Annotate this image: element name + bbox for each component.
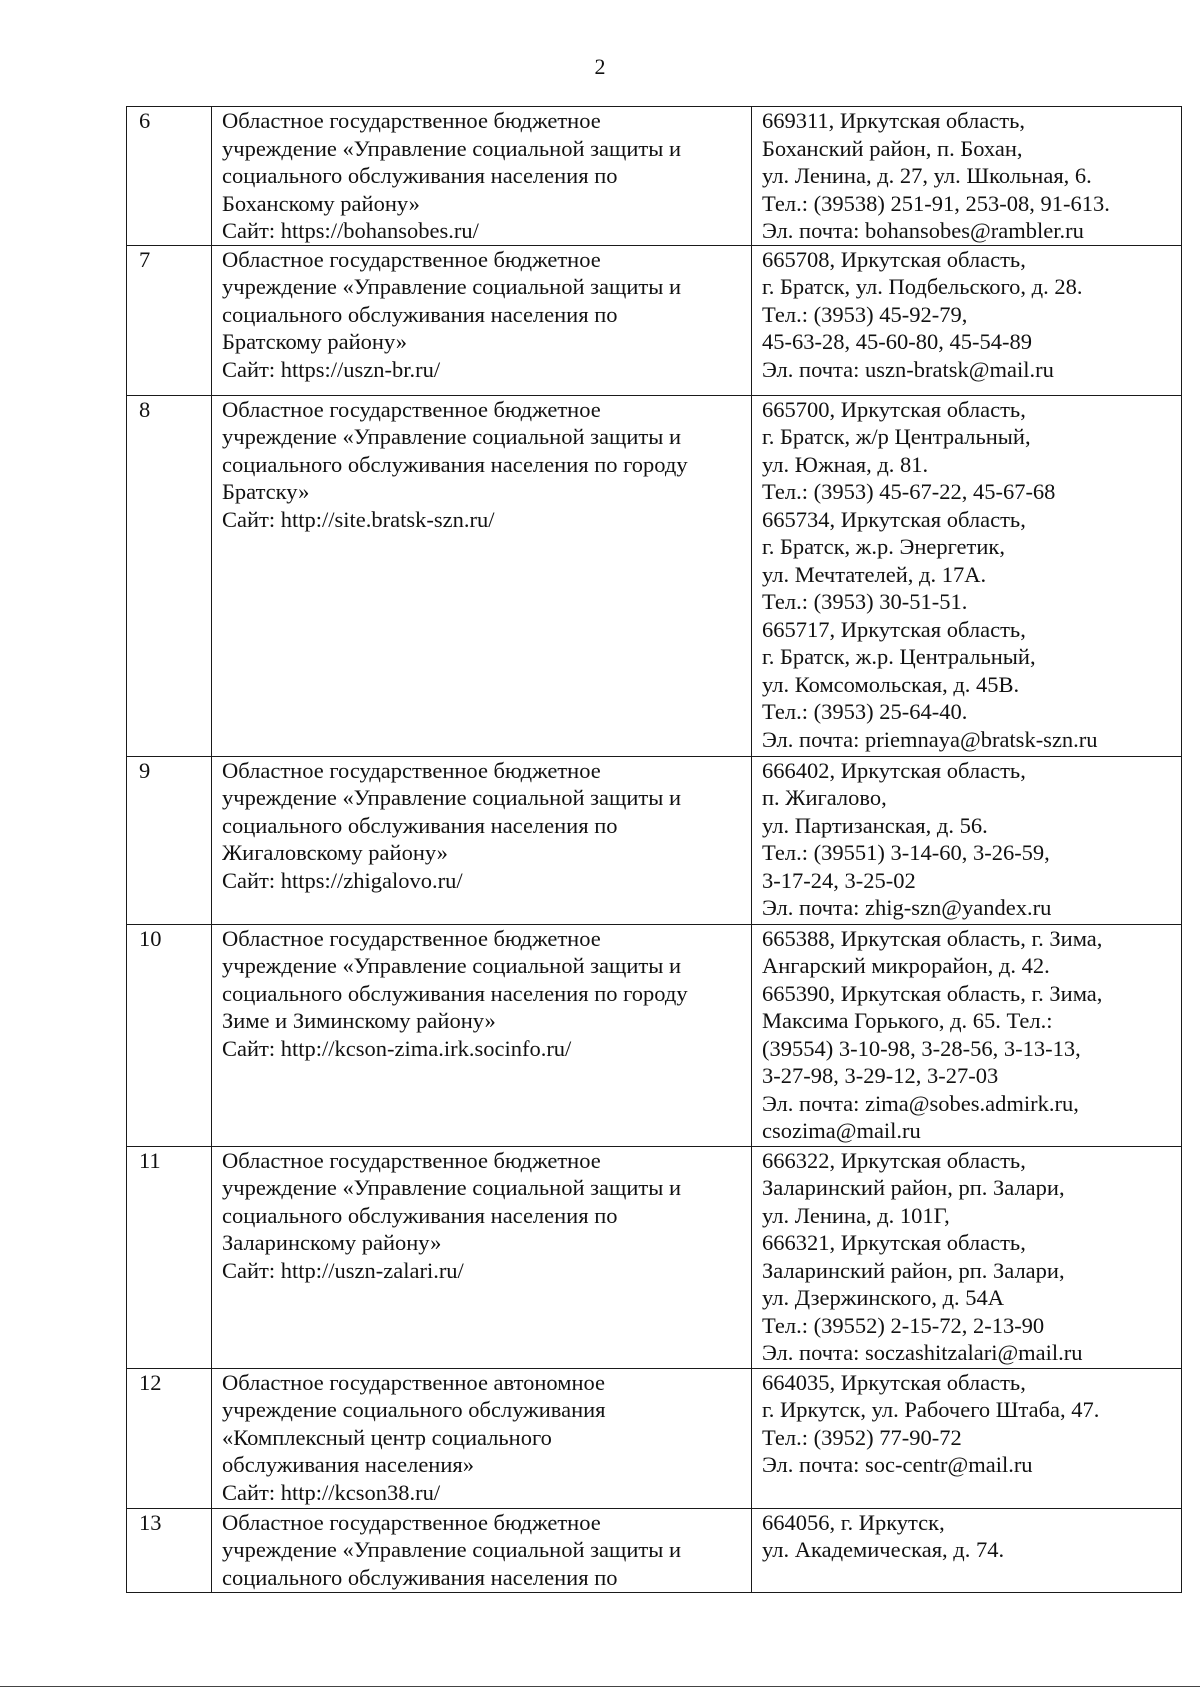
organization-cell	[212, 756, 752, 924]
contact-line: Тел.: (3953) 30-51-51.	[762, 589, 968, 614]
contact-line: ул. Ленина, д. 27, ул. Школьная, 6.	[762, 163, 1092, 188]
organization-website: Сайт: http://kcson38.ru/	[222, 1479, 441, 1505]
contact-line: 665390, Иркутская область, г. Зима,	[762, 980, 1103, 1006]
contact-email: Эл. почта: priemnaya@bratsk-szn.ru	[762, 726, 1098, 752]
contact-email: Эл. почта: soc-centr@mail.ru	[762, 1452, 1033, 1477]
contact-line: 666322, Иркутская область,	[762, 1147, 1026, 1173]
organization-line: учреждение «Управление социальной защиты и	[222, 424, 681, 449]
row-number: 6	[127, 107, 212, 246]
contact-line: ул. Академическая, д. 74.	[762, 1537, 1005, 1562]
organization-line: обслуживания населения»	[222, 1452, 474, 1477]
contact-email: Эл. почта: zima@sobes.admirk.ru,	[762, 1090, 1079, 1116]
table-row	[127, 924, 1182, 1146]
contact-line: Тел.: (3952) 77-90-72	[762, 1424, 962, 1450]
institutions-table	[126, 106, 1182, 1593]
organization-line: социального обслуживания населения по городу	[222, 980, 688, 1006]
contact-line: 45-63-28, 45-60-80, 45-54-89	[762, 329, 1032, 354]
organization-website: Сайт: https://bohansobes.ru/	[222, 218, 479, 243]
contact-line: 665388, Иркутская область, г. Зима,	[762, 925, 1103, 951]
row-number: 10	[127, 924, 212, 1146]
contact-line: г. Иркутск, ул. Рабочего Штаба, 47.	[762, 1397, 1100, 1422]
bottom-scan-edge-line	[0, 1686, 1200, 1687]
organization-line: Областное государственное бюджетное	[222, 246, 601, 272]
organization-line: учреждение социального обслуживания	[222, 1397, 606, 1422]
contact-line: ул. Партизанская, д. 56.	[762, 812, 988, 838]
contact-email: Эл. почта: bohansobes@rambler.ru	[762, 218, 1084, 243]
row-number: 12	[127, 1368, 212, 1508]
organization-cell	[212, 395, 752, 756]
organization-line: социального обслуживания населения по	[222, 301, 618, 327]
contact-line: Максима Горького, д. 65. Тел.:	[762, 1008, 1053, 1033]
organization-line: социального обслуживания населения по	[222, 1564, 618, 1590]
table-row	[127, 107, 1182, 246]
organization-line: учреждение «Управление социальной защиты и	[222, 274, 681, 299]
table-row	[127, 395, 1182, 756]
contact-line: (39554) 3-10-98, 3-28-56, 3-13-13,	[762, 1035, 1081, 1061]
contacts-cell	[752, 245, 1182, 395]
contact-line: Тел.: (3953) 45-92-79,	[762, 301, 968, 327]
organization-website: Сайт: http://site.bratsk-szn.ru/	[222, 506, 495, 532]
contact-line: Тел.: (39551) 3-14-60, 3-26-59,	[762, 840, 1050, 865]
organization-line: учреждение «Управление социальной защиты и	[222, 953, 681, 978]
row-number: 9	[127, 756, 212, 924]
organization-website: Сайт: https://zhigalovo.ru/	[222, 867, 463, 893]
table-row	[127, 756, 1182, 924]
row-number: 13	[127, 1508, 212, 1592]
contact-line: 664056, г. Иркутск,	[762, 1509, 945, 1535]
organization-line: Зиме и Зиминскому району»	[222, 1008, 496, 1033]
organization-cell	[212, 107, 752, 246]
organization-line: Областное государственное автономное	[222, 1369, 606, 1395]
table-row	[127, 1508, 1182, 1592]
row-number: 11	[127, 1146, 212, 1368]
contacts-cell	[752, 924, 1182, 1146]
contacts-cell	[752, 395, 1182, 756]
contacts-cell	[752, 107, 1182, 246]
contact-line: г. Братск, ж/р Центральный,	[762, 424, 1031, 449]
contact-line: 665717, Иркутская область,	[762, 616, 1026, 642]
contact-email: Эл. почта: zhig-szn@yandex.ru	[762, 895, 1052, 920]
organization-line: Областное государственное бюджетное	[222, 925, 601, 951]
contact-line: Ангарский микрорайон, д. 42.	[762, 953, 1050, 978]
contact-line: ул. Мечтателей, д. 17А.	[762, 561, 987, 587]
organization-line: социального обслуживания населения по	[222, 812, 618, 838]
organization-cell	[212, 924, 752, 1146]
organization-line: социального обслуживания населения по	[222, 1202, 618, 1228]
organization-line: Областное государственное бюджетное	[222, 1147, 601, 1173]
contacts-cell	[752, 1508, 1182, 1592]
contact-line: 665708, Иркутская область,	[762, 246, 1026, 272]
contact-line: г. Братск, ул. Подбельского, д. 28.	[762, 274, 1083, 299]
contact-line: Тел.: (3953) 45-67-22, 45-67-68	[762, 479, 1056, 504]
organization-line: социального обслуживания населения по	[222, 163, 618, 188]
contact-email: csozima@mail.ru	[762, 1118, 921, 1143]
organization-cell	[212, 245, 752, 395]
contact-line: ул. Ленина, д. 101Г,	[762, 1202, 950, 1228]
contact-line: 666402, Иркутская область,	[762, 757, 1026, 783]
contact-line: Боханский район, п. Бохан,	[762, 135, 1023, 161]
contact-line: Заларинский район, рп. Залари,	[762, 1175, 1065, 1200]
table-row	[127, 1368, 1182, 1508]
organization-line: «Комплексный центр социального	[222, 1424, 552, 1450]
contact-line: 665734, Иркутская область,	[762, 506, 1026, 532]
organization-website: Сайт: http://kcson-zima.irk.socinfo.ru/	[222, 1035, 572, 1061]
organization-line: учреждение «Управление социальной защиты и	[222, 1537, 681, 1562]
contact-line: 665700, Иркутская область,	[762, 396, 1026, 422]
organization-line: Областное государственное бюджетное	[222, 108, 601, 133]
contact-line: Тел.: (39538) 251-91, 253-08, 91-613.	[762, 190, 1110, 216]
organization-cell	[212, 1368, 752, 1508]
contact-line: 3-27-98, 3-29-12, 3-27-03	[762, 1063, 999, 1088]
contact-line: ул. Дзержинского, д. 54А	[762, 1285, 1005, 1310]
contact-line: ул. Комсомольская, д. 45В.	[762, 671, 1020, 697]
organization-line: Областное государственное бюджетное	[222, 1509, 601, 1535]
organization-website: Сайт: https://uszn-br.ru/	[222, 356, 441, 382]
organization-cell	[212, 1508, 752, 1592]
page-number: 2	[594, 54, 606, 79]
organization-line: учреждение «Управление социальной защиты и	[222, 1175, 681, 1200]
organization-line: Братску»	[222, 479, 310, 504]
organization-line: Боханскому району»	[222, 190, 420, 216]
contacts-cell	[752, 756, 1182, 924]
contact-line: Тел.: (39552) 2-15-72, 2-13-90	[762, 1312, 1045, 1338]
organization-line: Жигаловскому району»	[222, 840, 448, 865]
table-row	[127, 1146, 1182, 1368]
organization-line: Областное государственное бюджетное	[222, 396, 601, 422]
contact-line: г. Братск, ж.р. Энергетик,	[762, 534, 1005, 559]
organization-line: учреждение «Управление социальной защиты и	[222, 785, 681, 810]
contact-line: 669311, Иркутская область,	[762, 108, 1025, 133]
table-row	[127, 245, 1182, 395]
organization-website: Сайт: http://uszn-zalari.ru/	[222, 1257, 464, 1283]
organization-line: Братскому району»	[222, 329, 408, 354]
row-number: 8	[127, 395, 212, 756]
row-number: 7	[127, 245, 212, 395]
contact-line: 664035, Иркутская область,	[762, 1369, 1026, 1395]
contact-line: ул. Южная, д. 81.	[762, 451, 929, 477]
organization-cell	[212, 1146, 752, 1368]
contact-line: Тел.: (3953) 25-64-40.	[762, 699, 968, 724]
organization-line: Заларинскому району»	[222, 1230, 442, 1255]
contact-email: Эл. почта: uszn-bratsk@mail.ru	[762, 356, 1054, 382]
contact-email: Эл. почта: soczashitzalari@mail.ru	[762, 1340, 1083, 1365]
contacts-cell	[752, 1146, 1182, 1368]
contact-line: 3-17-24, 3-25-02	[762, 867, 916, 893]
organization-line: Областное государственное бюджетное	[222, 757, 601, 783]
contact-line: г. Братск, ж.р. Центральный,	[762, 644, 1036, 669]
organization-line: социального обслуживания населения по городу	[222, 451, 688, 477]
contacts-cell	[752, 1368, 1182, 1508]
contact-line: Заларинский район, рп. Залари,	[762, 1257, 1065, 1283]
contact-line: 666321, Иркутская область,	[762, 1230, 1026, 1255]
contact-line: п. Жигалово,	[762, 785, 887, 810]
organization-line: учреждение «Управление социальной защиты и	[222, 135, 681, 161]
table-body	[127, 107, 1182, 1593]
